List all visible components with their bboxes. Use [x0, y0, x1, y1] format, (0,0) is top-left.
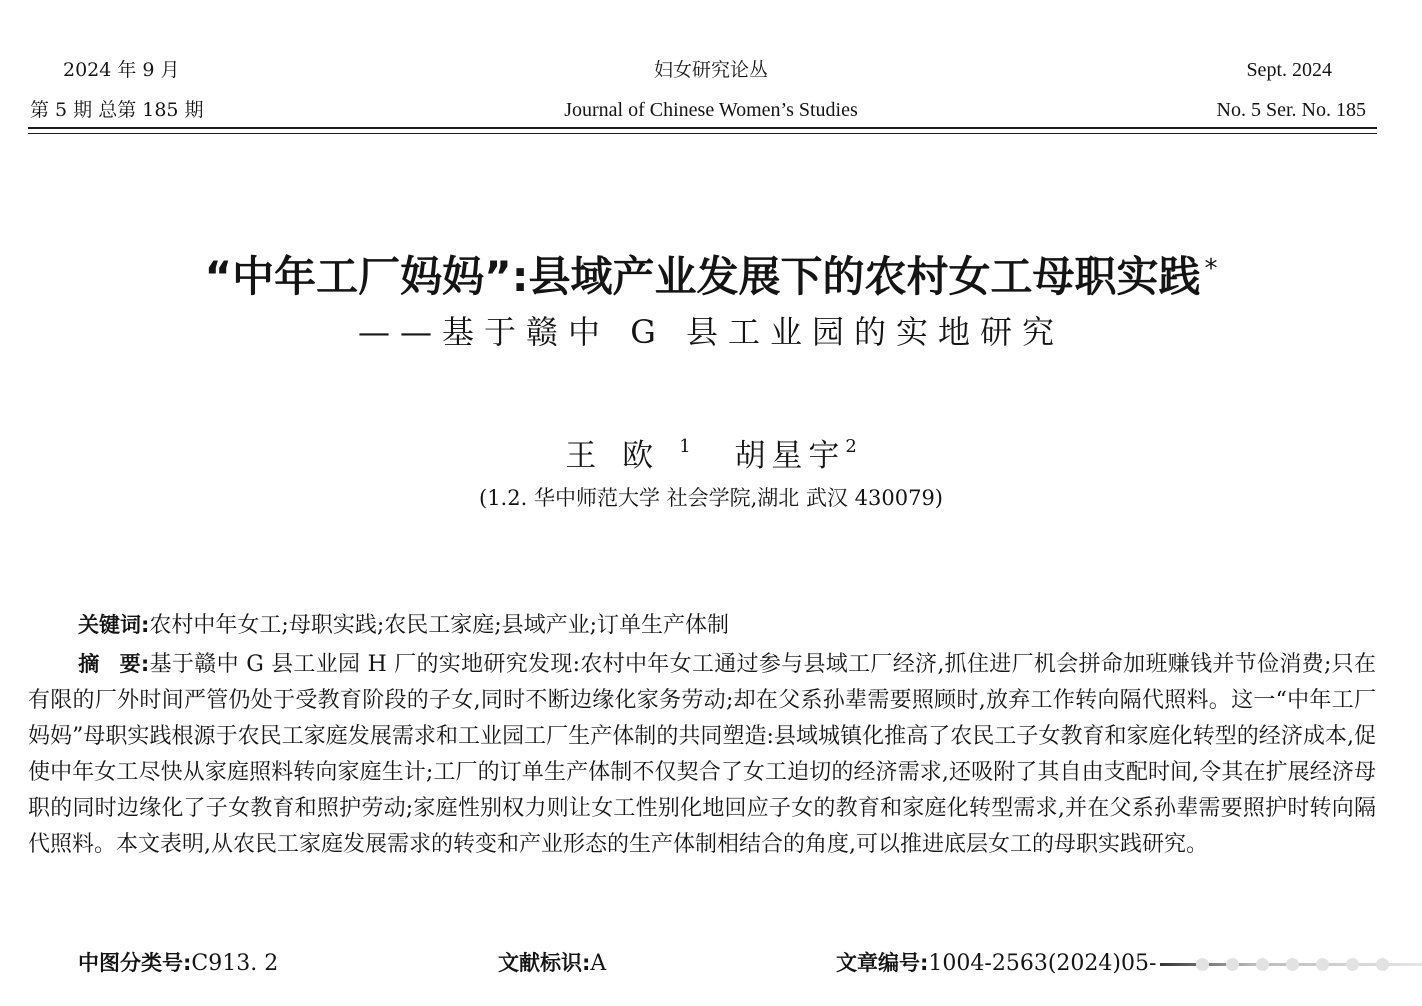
fade-dot: [1346, 958, 1359, 971]
doc-label: 文献标识:: [498, 951, 591, 975]
abstract-text: 基于赣中 G 县工业园 H 厂的实地研究发现:农村中年女工通过参与县域工厂经济,抓住进厂机会拼命加班赚钱并节俭消费;只在有限的厂外时间严管仍处于受教育阶段的子女,同时不断边缘化家务劳动;却在父系孙辈需要照顾时,放弃工作转向隔代照料。这一“中年工厂妈妈”母职实践根源于农民工家庭发展需求和工业园工厂生产体制的共同塑造:县域城镇化推高了农民工子女教育和家庭化转型的经济成本,促使中年女工尽快从家庭照料转向家庭生计;工厂的订单生产体制不仅契合了女工迫切的经济需求,还吸附了其自由支配时间,令其在扩展经济母职的同时边缘化了子女教育和照护劳动;家庭性别权力则让女工性别化地回应子女的教育和家庭化转型需求,并在父系孙辈需要照护时转向隔代照料。本文表明,从农民工家庭发展需求的转变和产业形态的生产体制相结合的角度,可以推进底层女工的母职实践研究。: [28, 652, 1376, 857]
abstract-label-b: 要:: [119, 652, 150, 676]
document-code: [498, 945, 606, 982]
clc-number: [78, 945, 278, 982]
header-journal-en: Journal of Chinese Women’s Studies: [564, 99, 858, 121]
header-issue-cn: 第 5 期 总第 185 期: [30, 99, 204, 121]
header-rule-thin: [28, 133, 1377, 134]
doc-value: A: [590, 951, 607, 976]
abstract: [28, 646, 1376, 863]
author-affiliation: (1.2. 华中师范大学 社会学院,湖北 武汉 430079): [479, 486, 943, 510]
fade-dot: [1256, 958, 1269, 971]
author-affil-sup: 2: [845, 436, 857, 457]
title-footnote-mark: *: [1204, 254, 1218, 284]
article-title-text: “中年工厂妈妈”:县域产业发展下的农村女工母职实践: [204, 252, 1201, 301]
keywords-text: 农村中年女工;母职实践;农民工家庭;县域产业;订单生产体制: [149, 613, 730, 638]
header-date-cn: 2024 年 9 月: [63, 59, 180, 81]
article-subtitle: ——基于赣中 G 县工业园的实地研究: [358, 313, 1064, 351]
id-value: 1004-2563(2024)05-: [928, 951, 1157, 976]
keywords: [78, 607, 729, 644]
id-label: 文章编号:: [836, 951, 929, 975]
header-date-en: Sept. 2024: [1246, 59, 1332, 81]
fade-dot: [1286, 958, 1299, 971]
fade-dot: [1376, 958, 1389, 971]
article-id: [836, 945, 1156, 982]
fade-dot: [1316, 958, 1329, 971]
author-affil-sup: 1: [679, 436, 691, 457]
author-name: 胡星宇: [734, 438, 846, 474]
header-issue-en: No. 5 Ser. No. 185: [1216, 99, 1366, 121]
author-name: 王欧: [565, 438, 680, 474]
keywords-label: 关键词:: [78, 613, 150, 637]
fade-dot: [1226, 958, 1239, 971]
abstract-label-a: 摘: [78, 652, 120, 676]
article-title: [0, 243, 1422, 303]
clc-label: 中图分类号:: [78, 951, 192, 975]
author-list: [0, 428, 1422, 475]
header-rule-thick: [28, 127, 1377, 129]
fade-dot: [1196, 958, 1209, 971]
header-journal-cn: 妇女研究论丛: [653, 59, 768, 81]
clc-value: C913. 2: [191, 951, 279, 976]
